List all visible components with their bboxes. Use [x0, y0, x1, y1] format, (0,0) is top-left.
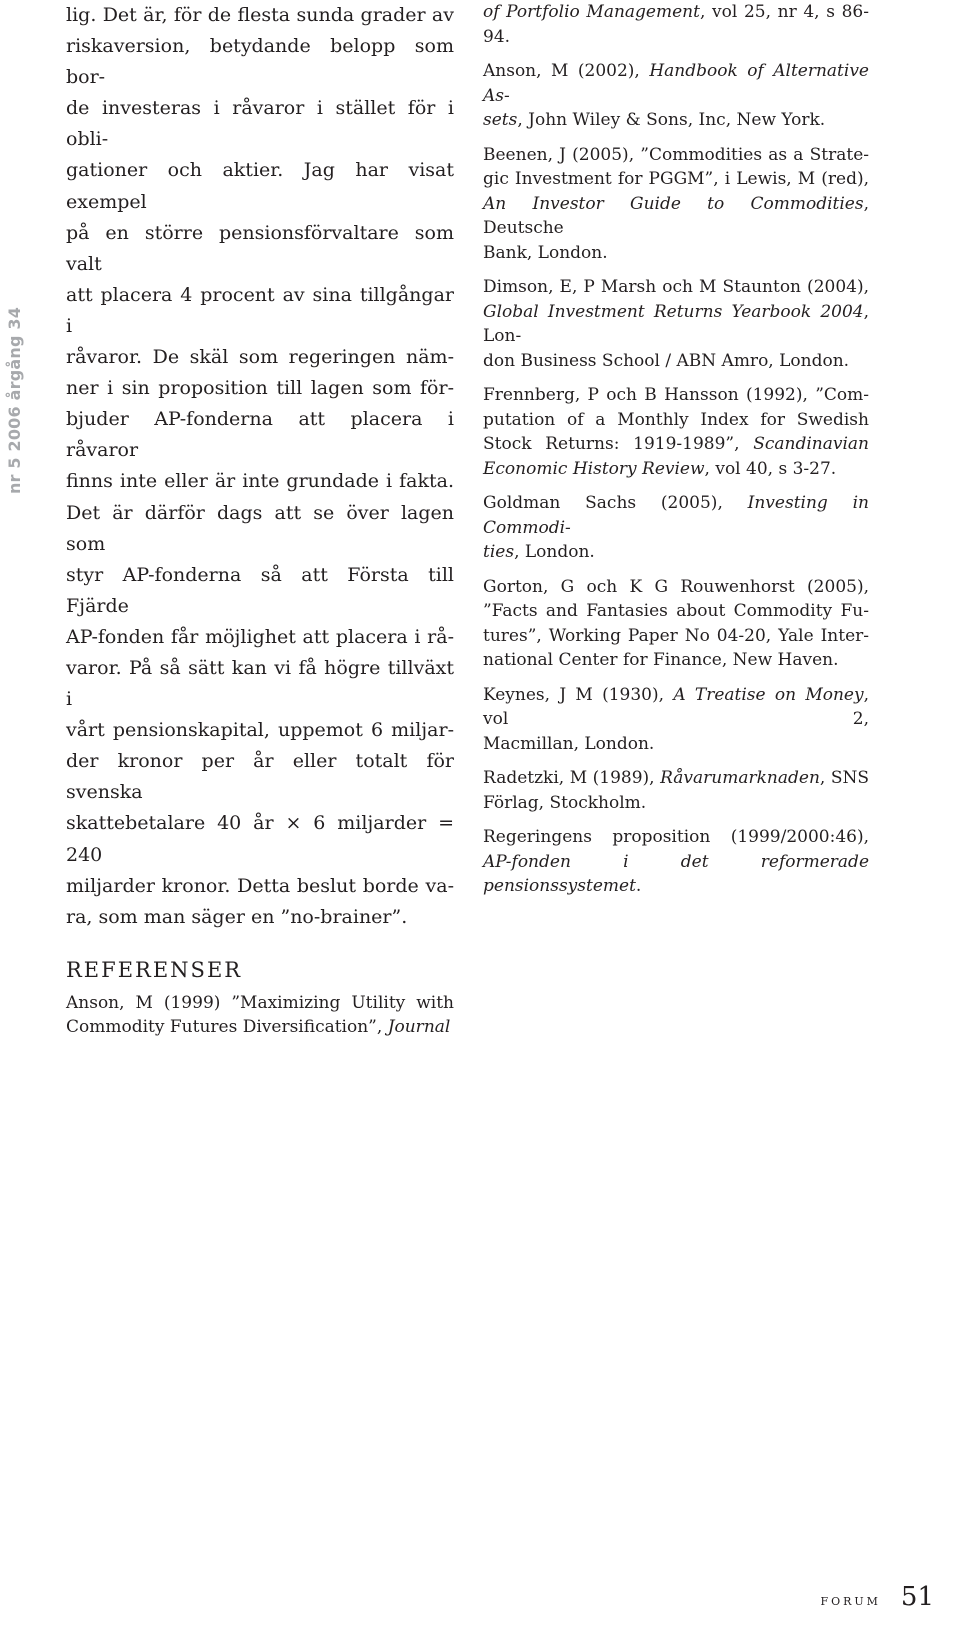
paragraph-line: bjuder AP-fonderna att placera i råvaror [66, 408, 454, 462]
reference-line [483, 825, 869, 850]
left-column [66, 0, 454, 1048]
paragraph-line: att placera 4 procent av sina tillgångar i [66, 283, 454, 337]
reference-line [483, 732, 869, 757]
reference-line [483, 167, 869, 192]
reference-italic: Handbook of Alternative As- [483, 61, 869, 106]
reference-entry [483, 0, 869, 49]
paragraph-line: miljarder kronor. Detta beslut borde va- [66, 874, 454, 897]
paragraph-line: vårt pensionskapital, uppemot 6 miljar- [66, 719, 454, 742]
reference-text: Goldman Sachs (2005), [483, 493, 748, 513]
paragraph-line: finns inte eller är inte grundade i fakta. [66, 470, 454, 493]
issue-text: nr 5 2006 årgång 34 [5, 306, 25, 494]
reference-line [483, 791, 869, 816]
reference-text: Anson, M (2002), [483, 61, 650, 81]
reference-text: tures”, Working Paper No 04-20, Yale Inter- [483, 625, 869, 646]
reference-italic: AP-fonden i det reformerade pensionssystemet [483, 851, 869, 896]
reference-line [483, 491, 869, 540]
reference-italic: Scandinavian [753, 434, 869, 454]
reference-line [483, 192, 869, 241]
paragraph-line: råvaror. De skäl som regeringen näm- [66, 346, 454, 369]
reference-line [66, 1015, 454, 1040]
reference-line [483, 648, 869, 673]
reference-line [483, 683, 869, 732]
reference-line [483, 599, 869, 624]
paragraph-line: gationer och aktier. Jag har visat exempel [66, 159, 454, 213]
reference-line [483, 457, 869, 482]
reference-text: Bank, London. [483, 242, 608, 263]
page-number: 51 [900, 1582, 934, 1612]
paragraph-line: skattebetalare 40 år × 6 miljarder = 240 [66, 812, 454, 866]
reference-text: Gorton, G och K G Rouwenhorst (2005), [483, 576, 869, 597]
reference-text: national Center for Finance, New Haven. [483, 650, 839, 670]
reference-text: , vol 2, [483, 684, 869, 729]
reference-line [483, 0, 869, 49]
reference-entry [483, 275, 869, 373]
reference-entry [483, 575, 869, 673]
reference-line [483, 575, 869, 600]
reference-text: Beenen, J (2005), ”Commodities as a Strate- [483, 144, 869, 165]
reference-italic: Global Investment Returns Yearbook 2004 [483, 301, 864, 322]
reference-line [483, 383, 869, 408]
reference-line [483, 275, 869, 300]
reference-text: , Lon- [483, 301, 869, 346]
paragraph-line: ner i sin proposition till lagen som för- [66, 377, 454, 400]
page-footer [820, 1582, 934, 1612]
paragraph-line: riskaversion, betydande belopp som bor- [66, 35, 454, 89]
reference-text: Förlag, Stockholm. [483, 792, 647, 813]
paragraph-line: ra, som man säger en ”no-brainer”. [66, 905, 408, 928]
reference-italic: sets [483, 110, 518, 130]
reference-text: ”Facts and Fantasies about Commodity Fu- [483, 601, 869, 621]
reference-text: , SNS [819, 768, 869, 788]
reference-text: Commodity Futures Diversification”, [66, 1017, 388, 1038]
reference-line [483, 59, 869, 108]
reference-line [483, 143, 869, 168]
references-heading: REFERENSER [66, 957, 243, 982]
paragraph-line: styr AP-fonderna så att Första till Fjärde [66, 563, 454, 617]
reference-entry [483, 491, 869, 565]
paragraph-line: på en större pensionsförvaltare som valt [66, 221, 454, 275]
reference-entry [483, 825, 869, 899]
paragraph-line: Det är därför dags att se över lagen som [66, 501, 454, 555]
reference-line [483, 241, 869, 266]
paragraph-line: varor. På så sätt kan vi få högre tillväxt i [66, 656, 454, 711]
reference-line [483, 540, 869, 565]
reference-text: Frennberg, P och B Hansson (1992), ”Com- [483, 385, 869, 405]
reference-line [483, 432, 869, 457]
journal-name: forum [820, 1590, 881, 1609]
reference-italic: Economic History Review [483, 458, 705, 479]
reference-line: Anson, M (1999) ”Maximizing Utility with [66, 992, 454, 1013]
paragraph-line: der kronor per år eller totalt för svenska [66, 750, 454, 804]
reference-entry [483, 143, 869, 266]
paragraph-line: de investeras i råvaror i stället för i obli- [66, 97, 454, 151]
paragraph-line: AP-fonden får möjlighet att placera i rå- [66, 625, 454, 648]
reference-italic: A Treatise on Money [673, 684, 864, 705]
reference-text: Keynes, J M (1930), [483, 684, 674, 705]
reference-text: Macmillan, London. [483, 733, 655, 754]
reference-line [483, 300, 869, 349]
reference-line [483, 850, 869, 899]
reference-text: Dimson, E, P Marsh och M Staunton (2004), [483, 277, 869, 297]
reference-text: . [635, 876, 642, 896]
reference-entry [483, 683, 869, 757]
reference-italic: Investing in Commodi- [483, 493, 869, 538]
reference-italic: ties [483, 542, 515, 562]
right-column [483, 0, 869, 909]
reference-text: , vol 25, nr 4, s 86-94. [483, 2, 869, 47]
reference-text: , John Wiley & Sons, Inc, New York. [517, 110, 826, 130]
reference-line [483, 408, 869, 433]
reference-entry-anson-1999 [66, 991, 454, 1040]
reference-entry [483, 766, 869, 815]
reference-text: gic Investment for PGGM”, i Lewis, M (red), [483, 169, 869, 189]
reference-text: Stock Returns: 1919-1989”, [483, 434, 754, 454]
reference-text: Regeringens proposition (1999/2000:46), [483, 827, 869, 847]
paragraph-line: lig. Det är, för de flesta sunda grader av [66, 4, 454, 26]
reference-line [483, 766, 869, 791]
reference-entry [483, 59, 869, 133]
reference-text: don Business School / ABN Amro, London. [483, 350, 850, 371]
reference-line [483, 349, 869, 374]
reference-italic: Råvarumarknaden [660, 768, 820, 788]
reference-entry [483, 383, 869, 481]
reference-italic: Journal [387, 1017, 451, 1038]
reference-text: , Deutsche [483, 193, 869, 238]
side-issue-label [0, 0, 30, 800]
reference-text: , London. [514, 542, 595, 562]
reference-line [483, 108, 869, 133]
reference-text: , vol 40, s 3-27. [704, 458, 837, 479]
reference-italic: An Investor Guide to Commodities [483, 193, 864, 214]
reference-italic: of Portfolio Management [483, 2, 700, 22]
reference-line [483, 624, 869, 649]
reference-text: Radetzki, M (1989), [483, 768, 661, 788]
reference-text: putation of a Monthly Index for Swedish [483, 409, 869, 430]
body-paragraph [66, 0, 454, 933]
